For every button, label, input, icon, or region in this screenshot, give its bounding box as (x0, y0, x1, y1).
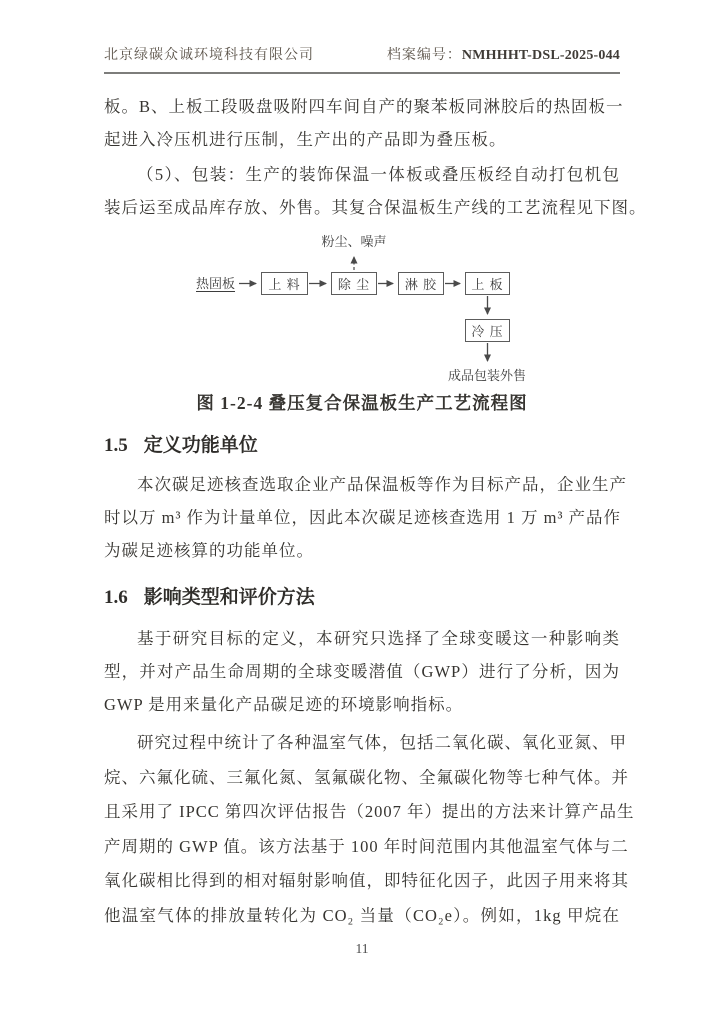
process-flow-diagram (104, 232, 620, 390)
step-box-feed: 上 料 (261, 272, 308, 295)
paragraph-impact-1 (104, 622, 620, 721)
text-line: 为碳足迹核算的功能单位。 (104, 541, 314, 560)
archive-number (387, 44, 620, 64)
step-box-board: 上 板 (465, 272, 510, 295)
section-heading-1-6 (104, 582, 620, 609)
step-box-press: 冷 压 (465, 319, 510, 342)
text-line: 板。B、上板工段吸盘吸附四车间自产的聚苯板同淋胶后的热固板一 (104, 97, 624, 116)
text-line: 型，并对产品生命周期的全球变暖潜值（GWP）进行了分析，因为 (104, 662, 620, 681)
emission-label: 粉尘、噪声 (321, 234, 387, 249)
paragraph-intro (104, 90, 624, 156)
step-box-dedust: 除 尘 (331, 272, 377, 295)
archive-code: NMHHHT-DSL-2025-044 (461, 48, 620, 63)
text-line: 烷、六氟化硫、三氟化氮、氢氟碳化物、全氟碳化物等七种气体。并 (104, 767, 629, 787)
section-title: 影响类型和评价方法 (143, 587, 315, 608)
section-heading-1-5 (104, 430, 620, 457)
figure-caption: 图 1-2-4 叠压复合保温板生产工艺流程图 (196, 393, 528, 413)
text-line: 研究过程中统计了各种温室气体，包括二氧化碳、氧化亚氮、甲 (137, 733, 627, 752)
output-label: 成品包装外售 (447, 368, 526, 383)
text-line: 氧化碳相比得到的相对辐射影响值，即特征化因子，此因子用来将其 (104, 871, 629, 890)
archive-label: 档案编号： (386, 48, 462, 63)
section-title: 定义功能单位 (143, 435, 258, 456)
text-line: GWP 是用来量化产品碳足迹的环境影响指标。 (104, 695, 464, 714)
text-line: 起进入冷压机进行压制，生产出的产品即为叠压板。 (104, 130, 507, 149)
text-line: 且采用了 IPCC 第四次评估报告（2007 年）提出的方法来计算产品生 (104, 802, 635, 821)
section-number: 1.6 (104, 587, 128, 608)
text-line: 本次碳足迹核查选取企业产品保温板等作为目标产品，企业生产 (137, 475, 627, 494)
page-header (104, 44, 620, 74)
text-line: 装后运至成品库存放、外售。其复合保温板生产线的工艺流程见下图。 (104, 198, 647, 217)
text-line: 基于研究目标的定义，本研究只选择了全球变暖这一种影响类 (137, 629, 620, 648)
flow-arrows (104, 232, 620, 390)
company-name: 北京绿碳众诚环境科技有限公司 (104, 48, 314, 63)
input-material-label: 热固板 (196, 276, 236, 291)
text-line: 时以万 m³ 作为计量单位，因此本次碳足迹核查选用 1 万 m³ 产品作 (104, 508, 622, 527)
page-number: 11 (355, 941, 369, 956)
paragraph-impact-2 (104, 726, 635, 933)
paragraph-functional-unit (104, 468, 627, 567)
text-line: 他温室气体的排放量转化为 CO₂ 当量（CO₂e）。例如，1kg 甲烷在 (104, 905, 620, 925)
step-box-glue: 淋 胶 (398, 272, 444, 295)
section-number: 1.5 (104, 435, 128, 456)
paragraph-packaging (104, 158, 647, 224)
text-line: 产周期的 GWP 值。该方法基于 100 年时间范围内其他温室气体与二 (104, 836, 629, 856)
text-line: （5）、包装：生产的装饰保温一体板或叠压板经自动打包机包 (137, 165, 620, 184)
